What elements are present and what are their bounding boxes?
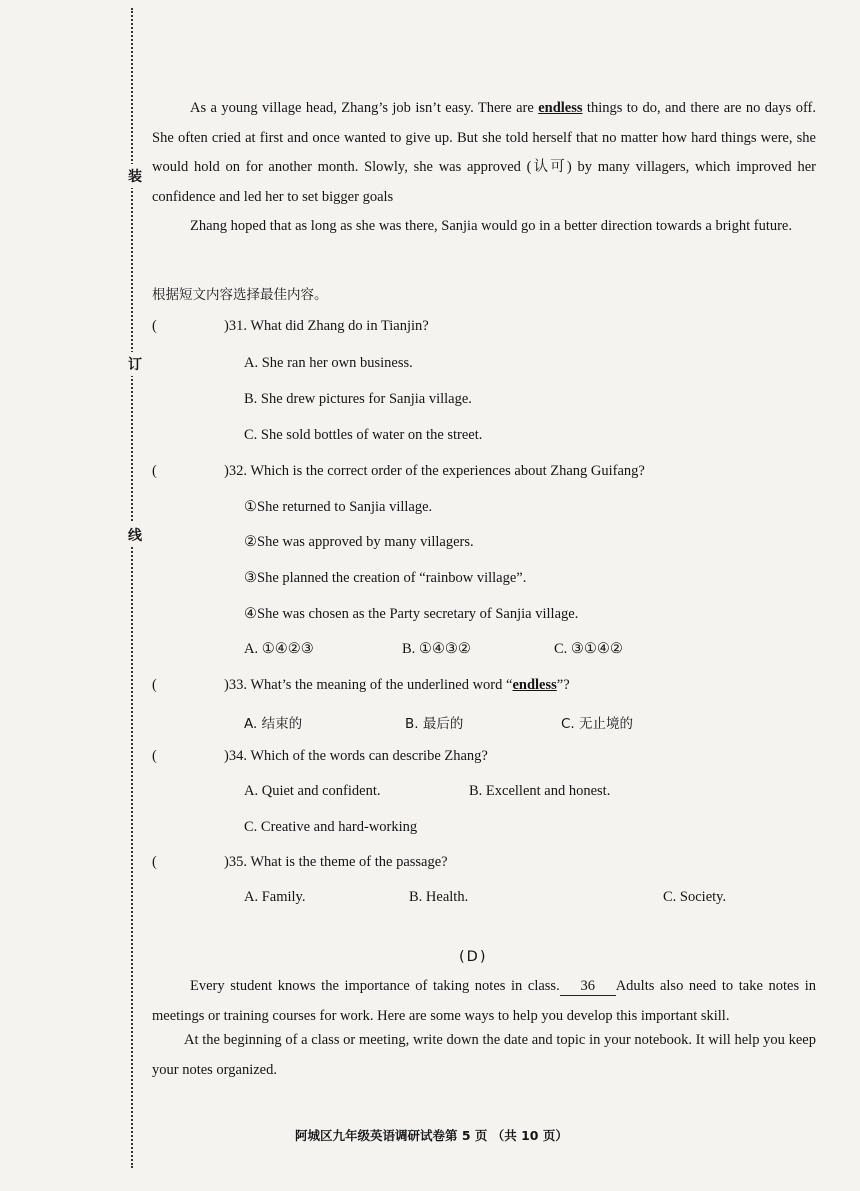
option: C. She sold bottles of water on the street.	[244, 427, 483, 443]
question-32-stem: )32. Which is the correct order of the experiences about Zhang Guifang?	[224, 463, 645, 479]
passage-text: things to do, and there are no days off. She often cried at first and once wanted to give up. But she told herself that no matter how hard things were, she would hold on for another month. Slowly, she was approved (认可) by many villagers, which improved her confidence and led her to set bigger goals	[152, 100, 816, 205]
question-35-stem: )35. What is the theme of the passage?	[224, 854, 448, 870]
order-item: ④She was chosen as the Party secretary of Sanjia village.	[244, 606, 579, 622]
answer-bracket: (	[152, 463, 157, 479]
order-item: ①She returned to Sanjia village.	[244, 499, 433, 515]
option: A. 结束的	[244, 716, 303, 732]
option: C. 无止境的	[561, 716, 634, 732]
answer-blank	[560, 977, 616, 996]
answer-bracket: (	[152, 318, 157, 334]
passage-text: As a young village head, Zhang’s job isn’t easy. There are	[190, 100, 539, 116]
passage-text: Adults also need to take notes in meetings or training courses for work. Here are some ways to help you develop this important skill.	[152, 978, 816, 1024]
option: C. Creative and hard-working	[244, 819, 418, 835]
option: B. ①④③②	[402, 641, 471, 657]
option: A. She ran her own business.	[244, 355, 413, 371]
order-item: ③She planned the creation of “rainbow village”.	[244, 570, 527, 586]
section-d-paragraph-1	[152, 972, 816, 1031]
option: B. Excellent and honest.	[469, 783, 611, 799]
binding-char-xian: 线	[128, 523, 142, 547]
option: B. 最后的	[405, 716, 464, 732]
answer-bracket: (	[152, 854, 157, 870]
binding-char-zhuang: 装	[128, 164, 142, 188]
passage-c-paragraph-1	[152, 94, 816, 212]
option: A. ①④②③	[244, 641, 314, 657]
question-31-stem: )31. What did Zhang do in Tianjin?	[224, 318, 429, 334]
stem-text: ”?	[556, 677, 570, 693]
section-d-title: (D)	[459, 949, 488, 965]
option: C. Society.	[663, 889, 727, 905]
option: B. Health.	[409, 889, 469, 905]
option: A. Quiet and confident.	[244, 783, 381, 799]
binding-char-ding: 订	[128, 352, 142, 376]
stem-text: )33. What’s the meaning of the underlined word “	[224, 677, 513, 693]
passage-c-paragraph-2: Zhang hoped that as long as she was there, Sanjia would go in a better direction towards a bright future.	[190, 218, 792, 234]
option: C. ③①④②	[554, 641, 623, 657]
option: B. She drew pictures for Sanjia village.	[244, 391, 472, 407]
question-34-stem: )34. Which of the words can describe Zhang?	[224, 748, 488, 764]
option: A. Family.	[244, 889, 306, 905]
blank-number: 36	[580, 978, 595, 994]
passage-text: Every student knows the importance of taking notes in class.	[190, 978, 560, 994]
order-item: ②She was approved by many villagers.	[244, 534, 474, 550]
answer-bracket: (	[152, 677, 157, 693]
section-d-paragraph-2: At the beginning of a class or meeting, write down the date and topic in your notebook. It will help you keep your notes organized.	[152, 1032, 816, 1078]
question-33-stem	[224, 677, 570, 694]
page-footer: 阿城区九年级英语调研试卷第 5 页 （共 10 页）	[295, 1128, 568, 1143]
answer-bracket: (	[152, 748, 157, 764]
underlined-word: endless	[512, 677, 557, 693]
underlined-word: endless	[538, 100, 583, 116]
instruction: 根据短文内容选择最佳内容。	[152, 287, 328, 303]
